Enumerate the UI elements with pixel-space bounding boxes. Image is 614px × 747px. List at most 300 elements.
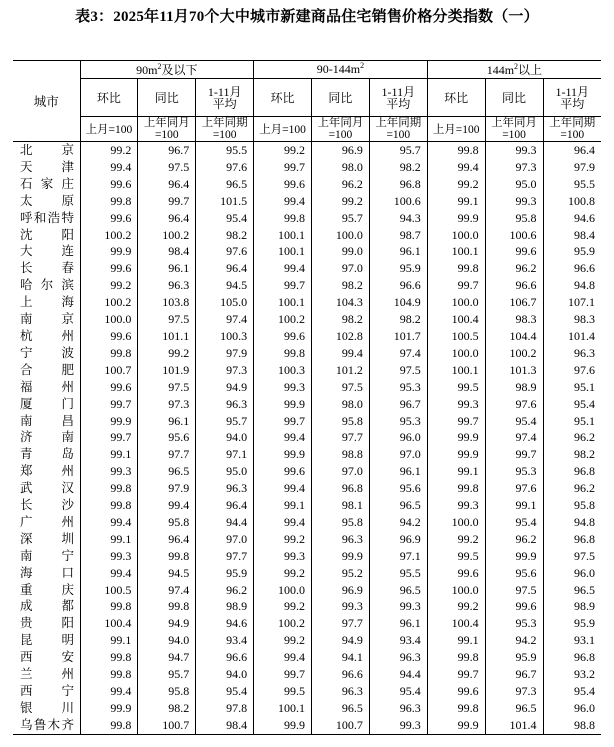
- table-row: [13, 480, 601, 497]
- index-value: 95.7: [369, 142, 427, 159]
- index-value: 100.0: [427, 294, 485, 311]
- index-value: 94.9: [196, 379, 254, 396]
- index-value: 94.1: [312, 649, 370, 666]
- index-value: 100.1: [254, 294, 312, 311]
- col-header-avg-g3: 1-11月 平均: [543, 79, 601, 117]
- index-value: 94.4: [369, 666, 427, 683]
- index-value: 99.7: [427, 413, 485, 430]
- index-value: 99.6: [485, 243, 543, 260]
- city-name: 大 连: [20, 244, 74, 259]
- index-value: 101.5: [196, 193, 254, 210]
- index-value: 95.3: [485, 615, 543, 632]
- index-value: 99.8: [80, 649, 138, 666]
- index-value: 100.7: [80, 362, 138, 379]
- index-value: 96.4: [138, 176, 196, 193]
- city-name: 贵 阳: [20, 616, 74, 631]
- table-row: [13, 531, 601, 548]
- index-value: 96.6: [369, 277, 427, 294]
- city-name: 福 州: [20, 379, 74, 394]
- index-value: 99.2: [427, 176, 485, 193]
- index-value: 97.5: [485, 582, 543, 599]
- index-value: 99.4: [254, 514, 312, 531]
- index-value: 99.9: [427, 717, 485, 734]
- index-value: 97.3: [196, 362, 254, 379]
- index-value: 97.6: [485, 396, 543, 413]
- index-value: 97.1: [369, 548, 427, 565]
- index-value: 96.1: [369, 463, 427, 480]
- index-value: 99.3: [485, 193, 543, 210]
- index-value: 99.6: [80, 328, 138, 345]
- index-value: 95.8: [138, 514, 196, 531]
- index-value: 99.3: [369, 598, 427, 615]
- index-value: 95.4: [196, 683, 254, 700]
- index-value: 100.0: [427, 345, 485, 362]
- table-row: [13, 362, 601, 379]
- index-value: 95.4: [485, 514, 543, 531]
- city-name: 济 南: [20, 430, 74, 445]
- index-value: 99.8: [80, 598, 138, 615]
- col-header-mom-g1: 环比: [80, 79, 138, 117]
- index-value: 97.3: [138, 396, 196, 413]
- index-value: 99.6: [254, 463, 312, 480]
- index-value: 99.2: [427, 598, 485, 615]
- index-value: 95.0: [485, 176, 543, 193]
- index-value: 99.2: [254, 632, 312, 649]
- index-value: 99.6: [80, 379, 138, 396]
- index-value: 95.9: [369, 260, 427, 277]
- index-value: 96.7: [485, 666, 543, 683]
- city-column-header: 城市: [13, 61, 80, 142]
- index-value: 99.4: [80, 565, 138, 582]
- index-value: 100.2: [80, 227, 138, 244]
- index-value: 96.5: [543, 582, 601, 599]
- index-value: 100.6: [485, 227, 543, 244]
- index-value: 97.5: [138, 379, 196, 396]
- index-value: 99.6: [485, 598, 543, 615]
- index-value: 100.1: [427, 362, 485, 379]
- index-value: 95.6: [485, 565, 543, 582]
- index-value: 96.3: [312, 683, 370, 700]
- index-value: 100.5: [427, 328, 485, 345]
- index-value: 99.1: [254, 497, 312, 514]
- index-value: 96.2: [543, 480, 601, 497]
- index-value: 95.5: [196, 142, 254, 159]
- table-row: [13, 632, 601, 649]
- index-value: 96.9: [369, 531, 427, 548]
- table-row: [13, 260, 601, 277]
- index-value: 96.5: [369, 582, 427, 599]
- index-value: 99.3: [485, 142, 543, 159]
- index-value: 99.3: [312, 598, 370, 615]
- city-name: 沈 阳: [20, 227, 74, 242]
- index-value: 99.7: [254, 666, 312, 683]
- index-value: 100.4: [80, 615, 138, 632]
- squared-superscript: 2: [514, 62, 519, 71]
- index-value: 102.8: [312, 328, 370, 345]
- index-value: 99.9: [427, 429, 485, 446]
- index-value: 98.3: [543, 311, 601, 328]
- index-value: 97.6: [543, 362, 601, 379]
- index-value: 96.7: [369, 396, 427, 413]
- index-value: 95.3: [369, 413, 427, 430]
- index-value: 98.2: [196, 227, 254, 244]
- base-note-mom-g2: 上月=100: [254, 117, 312, 142]
- index-value: 97.6: [196, 159, 254, 176]
- index-value: 101.4: [485, 717, 543, 734]
- index-value: 99.8: [427, 700, 485, 717]
- index-value: 100.2: [485, 345, 543, 362]
- city-name: 昆 明: [20, 633, 74, 648]
- index-value: 96.5: [138, 463, 196, 480]
- base-note-mom-g3: 上月=100: [427, 117, 485, 142]
- city-name: 银 川: [20, 700, 74, 715]
- index-value: 100.3: [254, 362, 312, 379]
- index-value: 99.9: [80, 413, 138, 430]
- index-value: 99.7: [254, 159, 312, 176]
- index-value: 96.2: [485, 531, 543, 548]
- index-value: 94.8: [543, 277, 601, 294]
- index-value: 96.5: [369, 497, 427, 514]
- index-value: 98.9: [196, 598, 254, 615]
- index-value: 96.1: [138, 413, 196, 430]
- base-note-avg-g2: 上年同期 =100: [369, 117, 427, 142]
- table-row: [13, 666, 601, 683]
- index-value: 99.9: [254, 396, 312, 413]
- index-value: 97.4: [138, 582, 196, 599]
- table-row: [13, 615, 601, 632]
- index-value: 97.5: [543, 548, 601, 565]
- table-row: [13, 159, 601, 176]
- index-value: 99.7: [80, 429, 138, 446]
- index-value: 96.3: [138, 277, 196, 294]
- city-name: 广 州: [20, 514, 74, 529]
- city-name: 哈 尔 滨: [20, 278, 74, 293]
- index-value: 95.6: [369, 480, 427, 497]
- index-value: 99.9: [254, 717, 312, 734]
- table-row: [13, 142, 601, 159]
- index-value: 97.1: [196, 446, 254, 463]
- index-value: 95.9: [485, 649, 543, 666]
- table-row: [13, 700, 601, 717]
- index-value: 99.4: [254, 429, 312, 446]
- index-value: 99.5: [254, 683, 312, 700]
- index-value: 107.1: [543, 294, 601, 311]
- index-value: 99.8: [427, 480, 485, 497]
- city-name: 天 津: [20, 159, 74, 174]
- index-value: 99.2: [80, 142, 138, 159]
- index-value: 97.7: [196, 548, 254, 565]
- index-value: 96.3: [312, 531, 370, 548]
- index-value: 97.0: [196, 531, 254, 548]
- index-value: 94.6: [543, 210, 601, 227]
- index-value: 99.1: [80, 446, 138, 463]
- city-name: 西 宁: [20, 684, 74, 698]
- index-value: 97.9: [543, 159, 601, 176]
- index-value: 99.5: [427, 379, 485, 396]
- index-value: 95.3: [485, 463, 543, 480]
- index-value: 97.8: [196, 700, 254, 717]
- index-value: 100.0: [427, 227, 485, 244]
- index-value: 99.2: [138, 345, 196, 362]
- index-value: 97.9: [138, 480, 196, 497]
- index-value: 99.3: [80, 548, 138, 565]
- index-value: 99.2: [254, 142, 312, 159]
- price-index-table: [13, 60, 601, 735]
- index-value: 98.2: [138, 700, 196, 717]
- index-value: 99.1: [80, 632, 138, 649]
- col-header-mom-g2: 环比: [254, 79, 312, 117]
- index-value: 98.2: [312, 277, 370, 294]
- index-value: 98.2: [369, 311, 427, 328]
- index-value: 99.9: [427, 446, 485, 463]
- index-value: 95.6: [138, 429, 196, 446]
- index-value: 95.4: [369, 683, 427, 700]
- index-value: 93.4: [196, 632, 254, 649]
- index-value: 96.4: [543, 142, 601, 159]
- index-value: 97.3: [485, 159, 543, 176]
- table-row: [13, 227, 601, 244]
- index-value: 96.2: [312, 176, 370, 193]
- table-row: [13, 210, 601, 227]
- col-header-avg-g2: 1-11月 平均: [369, 79, 427, 117]
- index-value: 98.3: [485, 311, 543, 328]
- index-value: 99.1: [427, 632, 485, 649]
- index-value: 99.4: [254, 260, 312, 277]
- index-value: 99.4: [80, 514, 138, 531]
- city-name: 长 春: [20, 261, 74, 276]
- city-name: 呼 和 浩 特: [20, 210, 74, 225]
- index-value: 99.2: [254, 598, 312, 615]
- index-value: 100.0: [254, 582, 312, 599]
- index-value: 106.7: [485, 294, 543, 311]
- city-name: 合 肥: [20, 362, 74, 377]
- index-value: 94.0: [138, 632, 196, 649]
- index-value: 95.7: [138, 666, 196, 683]
- index-value: 99.4: [427, 159, 485, 176]
- index-value: 99.9: [485, 548, 543, 565]
- index-value: 101.1: [138, 328, 196, 345]
- index-value: 101.4: [543, 328, 601, 345]
- col-header-avg-g1: 1-11月 平均: [196, 79, 254, 117]
- index-value: 99.6: [427, 683, 485, 700]
- index-value: 95.5: [543, 176, 601, 193]
- city-name: 北 京: [20, 143, 74, 157]
- index-value: 97.7: [312, 429, 370, 446]
- index-value: 99.3: [254, 379, 312, 396]
- city-name: 西 安: [20, 650, 74, 665]
- index-value: 98.4: [138, 243, 196, 260]
- index-value: 95.9: [196, 565, 254, 582]
- index-value: 93.4: [369, 632, 427, 649]
- table-row: [13, 598, 601, 615]
- index-value: 94.2: [485, 632, 543, 649]
- index-value: 97.7: [138, 446, 196, 463]
- index-value: 98.4: [543, 227, 601, 244]
- squared-superscript: 2: [360, 61, 365, 70]
- index-value: 94.2: [369, 514, 427, 531]
- index-value: 96.4: [196, 260, 254, 277]
- index-value: 99.8: [254, 210, 312, 227]
- index-value: 97.4: [369, 345, 427, 362]
- group-header-90-144: $90-144m^2$: [254, 61, 428, 79]
- city-name: 成 都: [20, 599, 74, 614]
- table-row: [13, 294, 601, 311]
- city-name: 上 海: [20, 295, 74, 310]
- index-value: 100.0: [80, 311, 138, 328]
- index-value: 99.2: [427, 531, 485, 548]
- index-value: 100.8: [543, 193, 601, 210]
- city-name: 兰 州: [20, 667, 74, 682]
- index-value: 98.9: [543, 598, 601, 615]
- index-value: 95.8: [312, 514, 370, 531]
- index-value: 96.8: [312, 480, 370, 497]
- table-row: [13, 565, 601, 582]
- base-note-mom-g1: 上月=100: [80, 117, 138, 142]
- index-value: 94.0: [196, 666, 254, 683]
- col-header-yoy-g1: 同比: [138, 79, 196, 117]
- base-note-yoy-g3: 上年同月 =100: [485, 117, 543, 142]
- index-value: 94.6: [196, 615, 254, 632]
- index-value: 96.5: [485, 700, 543, 717]
- index-value: 98.7: [369, 227, 427, 244]
- index-value: 99.8: [138, 598, 196, 615]
- index-value: 99.8: [427, 142, 485, 159]
- index-value: 95.7: [312, 210, 370, 227]
- index-value: 96.9: [312, 582, 370, 599]
- city-name: 深 圳: [20, 531, 74, 546]
- index-value: 99.2: [312, 193, 370, 210]
- index-value: 93.1: [543, 632, 601, 649]
- index-value: 101.9: [138, 362, 196, 379]
- index-value: 97.7: [312, 615, 370, 632]
- index-value: 96.4: [138, 531, 196, 548]
- index-value: 98.0: [312, 396, 370, 413]
- city-name: 南 京: [20, 312, 74, 327]
- index-value: 96.6: [485, 277, 543, 294]
- index-value: 95.1: [543, 413, 601, 430]
- index-value: 94.5: [138, 565, 196, 582]
- index-value: 100.0: [427, 582, 485, 599]
- index-value: 96.5: [196, 176, 254, 193]
- city-name: 青 岛: [20, 447, 74, 462]
- index-value: 94.5: [196, 277, 254, 294]
- group-header-90-and-below: $90m^2$及以下: [80, 61, 254, 79]
- table-row: [13, 429, 601, 446]
- index-value: 105.0: [196, 294, 254, 311]
- index-value: 99.1: [427, 463, 485, 480]
- index-value: 96.3: [369, 649, 427, 666]
- index-value: 99.6: [427, 565, 485, 582]
- col-header-yoy-g2: 同比: [312, 79, 370, 117]
- table-row: [13, 243, 601, 260]
- index-value: 95.9: [543, 243, 601, 260]
- index-value: 100.0: [312, 227, 370, 244]
- city-name: 郑 州: [20, 464, 74, 479]
- index-value: 99.8: [80, 497, 138, 514]
- index-value: 100.1: [254, 700, 312, 717]
- index-value: 99.5: [427, 548, 485, 565]
- index-value: 99.7: [254, 277, 312, 294]
- index-value: 99.7: [254, 413, 312, 430]
- index-value: 99.3: [427, 497, 485, 514]
- index-value: 94.0: [196, 429, 254, 446]
- index-value: 96.2: [543, 429, 601, 446]
- city-name: 南 宁: [20, 548, 74, 563]
- index-value: 100.3: [196, 328, 254, 345]
- index-value: 99.8: [138, 548, 196, 565]
- page-title: 表3：2025年11月70个大中城市新建商品住宅销售价格分类指数（一）: [75, 9, 539, 25]
- index-value: 94.8: [543, 514, 601, 531]
- index-value: 98.0: [312, 159, 370, 176]
- city-name: 宁 波: [20, 345, 74, 360]
- index-value: 96.3: [369, 700, 427, 717]
- index-value: 99.6: [254, 176, 312, 193]
- index-value: 100.2: [138, 227, 196, 244]
- index-value: 99.4: [80, 159, 138, 176]
- index-value: 97.0: [312, 260, 370, 277]
- index-value: 99.7: [485, 446, 543, 463]
- index-value: 98.2: [312, 311, 370, 328]
- index-value: 99.4: [254, 193, 312, 210]
- index-value: 96.0: [543, 565, 601, 582]
- index-value: 98.4: [196, 717, 254, 734]
- group-header-144-and-above: $144m^2$以上: [427, 61, 601, 79]
- index-value: 97.0: [369, 446, 427, 463]
- index-value: 99.4: [254, 480, 312, 497]
- index-value: 96.8: [543, 463, 601, 480]
- index-value: 96.9: [312, 142, 370, 159]
- index-value: 96.7: [138, 142, 196, 159]
- city-name: 石 家 庄: [20, 176, 74, 191]
- index-value: 99.9: [80, 243, 138, 260]
- index-value: 96.8: [369, 176, 427, 193]
- index-value: 99.6: [80, 210, 138, 227]
- index-value: 99.6: [254, 328, 312, 345]
- index-value: 95.8: [543, 497, 601, 514]
- index-value: 97.6: [196, 243, 254, 260]
- city-name: 武 汉: [20, 481, 74, 496]
- city-name: 南 昌: [20, 413, 74, 428]
- table-row: [13, 497, 601, 514]
- index-value: 100.2: [254, 615, 312, 632]
- base-note-yoy-g2: 上年同月 =100: [312, 117, 370, 142]
- index-value: 100.1: [427, 243, 485, 260]
- index-value: 96.8: [543, 531, 601, 548]
- index-value: 99.8: [80, 193, 138, 210]
- index-value: 96.3: [543, 345, 601, 362]
- index-value: 99.9: [312, 548, 370, 565]
- index-value: 99.8: [80, 717, 138, 734]
- index-value: 94.3: [369, 210, 427, 227]
- index-value: 99.4: [312, 345, 370, 362]
- index-value: 99.1: [80, 531, 138, 548]
- squared-superscript: 2: [157, 62, 162, 71]
- index-value: 99.8: [254, 345, 312, 362]
- base-note-yoy-g1: 上年同月 =100: [138, 117, 196, 142]
- index-value: 99.6: [80, 176, 138, 193]
- index-value: 100.2: [80, 294, 138, 311]
- index-value: 96.2: [485, 260, 543, 277]
- table-row: [13, 649, 601, 666]
- index-value: 98.2: [543, 446, 601, 463]
- index-value: 99.9: [427, 210, 485, 227]
- table-row: [13, 514, 601, 531]
- index-value: 100.1: [254, 227, 312, 244]
- index-value: 95.9: [543, 615, 601, 632]
- index-value: 96.8: [543, 649, 601, 666]
- index-value: 99.2: [254, 531, 312, 548]
- city-name: 长 沙: [20, 498, 74, 513]
